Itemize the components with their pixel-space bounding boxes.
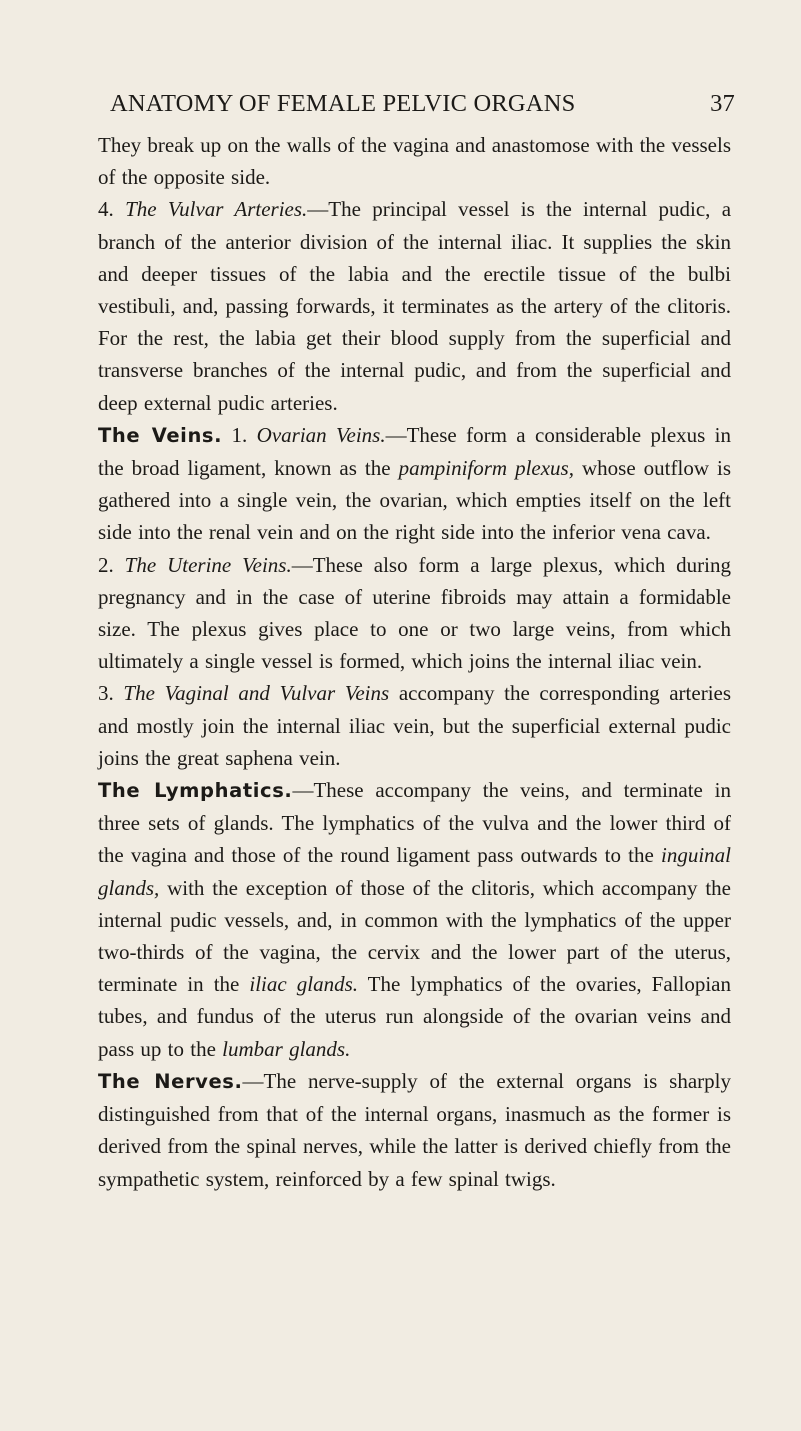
paragraph-text: —The principal vessel is the internal pudic, a branch of the anterior division of the internal iliac. It supplies the skin and deeper tissues of the labia and the erectile tissue of the bulbi vestibuli, and, passing forwards, it terminates as the artery of the clitoris. For the rest, the labia get their blood supply from the superficial and transverse branches of the internal pudic, and from the superficial and deep external pudic arteries. — [98, 197, 732, 415]
paragraph-veins — [98, 419, 731, 549]
paragraph-vaginal-vulvar-veins — [98, 677, 731, 774]
paragraph-text: —These form a considerable plexus in the broad ligament, known as the — [98, 422, 732, 481]
paragraph-text: —These also form a large plexus, which during pregnancy and in the case of uterine fibroids may attain a formidable size. The plexus gives place to one or two large veins, from which ultimately a single vessel is formed, which joins the internal iliac vein. — [98, 552, 732, 674]
italic-term: iliac glands. — [249, 972, 359, 997]
paragraph-text: whose outflow is gathered into a single vein, the ovarian, which empties itself on the left side into the renal vein and on the right side into the inferior vena cava. — [98, 456, 732, 545]
italic-term: pampiniform plexus, — [398, 456, 574, 481]
paragraph-text: The lymphatics of the ovaries, Fallopian tubes, and fundus of the uterus run alongside of the ovarian veins and pass up to the — [98, 972, 731, 1061]
page-number: 37 — [710, 90, 735, 117]
item-title: The Vulvar Arteries. — [125, 197, 308, 222]
paragraph-lymphatics — [98, 774, 731, 1065]
section-heading-nerves: The Nerves. — [98, 1069, 243, 1093]
item-title: The Uterine Veins. — [124, 552, 292, 577]
running-head-title: ANATOMY OF FEMALE PELVIC ORGANS — [110, 90, 576, 117]
body-text — [98, 129, 731, 1195]
item-title: The Vaginal and Vulvar Veins — [123, 681, 390, 706]
paragraph-uterine-veins — [98, 549, 731, 678]
paragraph-continuation — [98, 129, 731, 193]
item-number: 4. — [98, 197, 114, 222]
paragraph-text: with the exception of those of the clitoris, which accompany the internal pudic vessels, and, in common with the lymphatics of the upper two-thirds of the vagina, the cervix and the lower part of the uterus, terminate in the — [98, 875, 731, 997]
paragraph-nerves — [98, 1065, 731, 1195]
italic-term: inguinal glands, — [98, 843, 731, 900]
item-number: 1. — [231, 422, 248, 447]
book-page — [0, 90, 801, 1431]
item-number: 3. — [98, 681, 114, 706]
paragraph-text: accompany the corresponding arteries and mostly join the internal iliac vein, but the superficial external pudic joins the great saphena vein. — [98, 681, 732, 770]
item-number: 2. — [98, 552, 114, 577]
running-head — [98, 90, 735, 122]
paragraph-text: —The nerve-supply of the external organs is sharply distinguished from that of the internal organs, inasmuch as the former is derived from the spinal nerves, while the latter is derived chiefly from the sympathetic system, reinforced by a few spinal twigs. — [98, 1068, 731, 1191]
paragraph-vulvar-arteries — [98, 193, 731, 418]
paragraph-text: They break up on the walls of the vagina and anastomose with the vessels of the opposite side. — [98, 133, 731, 190]
item-title: Ovarian Veins. — [256, 422, 386, 447]
section-heading-veins: The Veins. — [98, 423, 223, 447]
section-heading-lymphatics: The Lymphatics. — [98, 779, 293, 803]
italic-term: lumbar glands. — [222, 1036, 351, 1061]
paragraph-text: —These accompany the veins, and terminate in three sets of glands. The lymphatics of the vulva and the lower third of the vagina and those of the round ligament pass outwards to the — [98, 778, 731, 868]
